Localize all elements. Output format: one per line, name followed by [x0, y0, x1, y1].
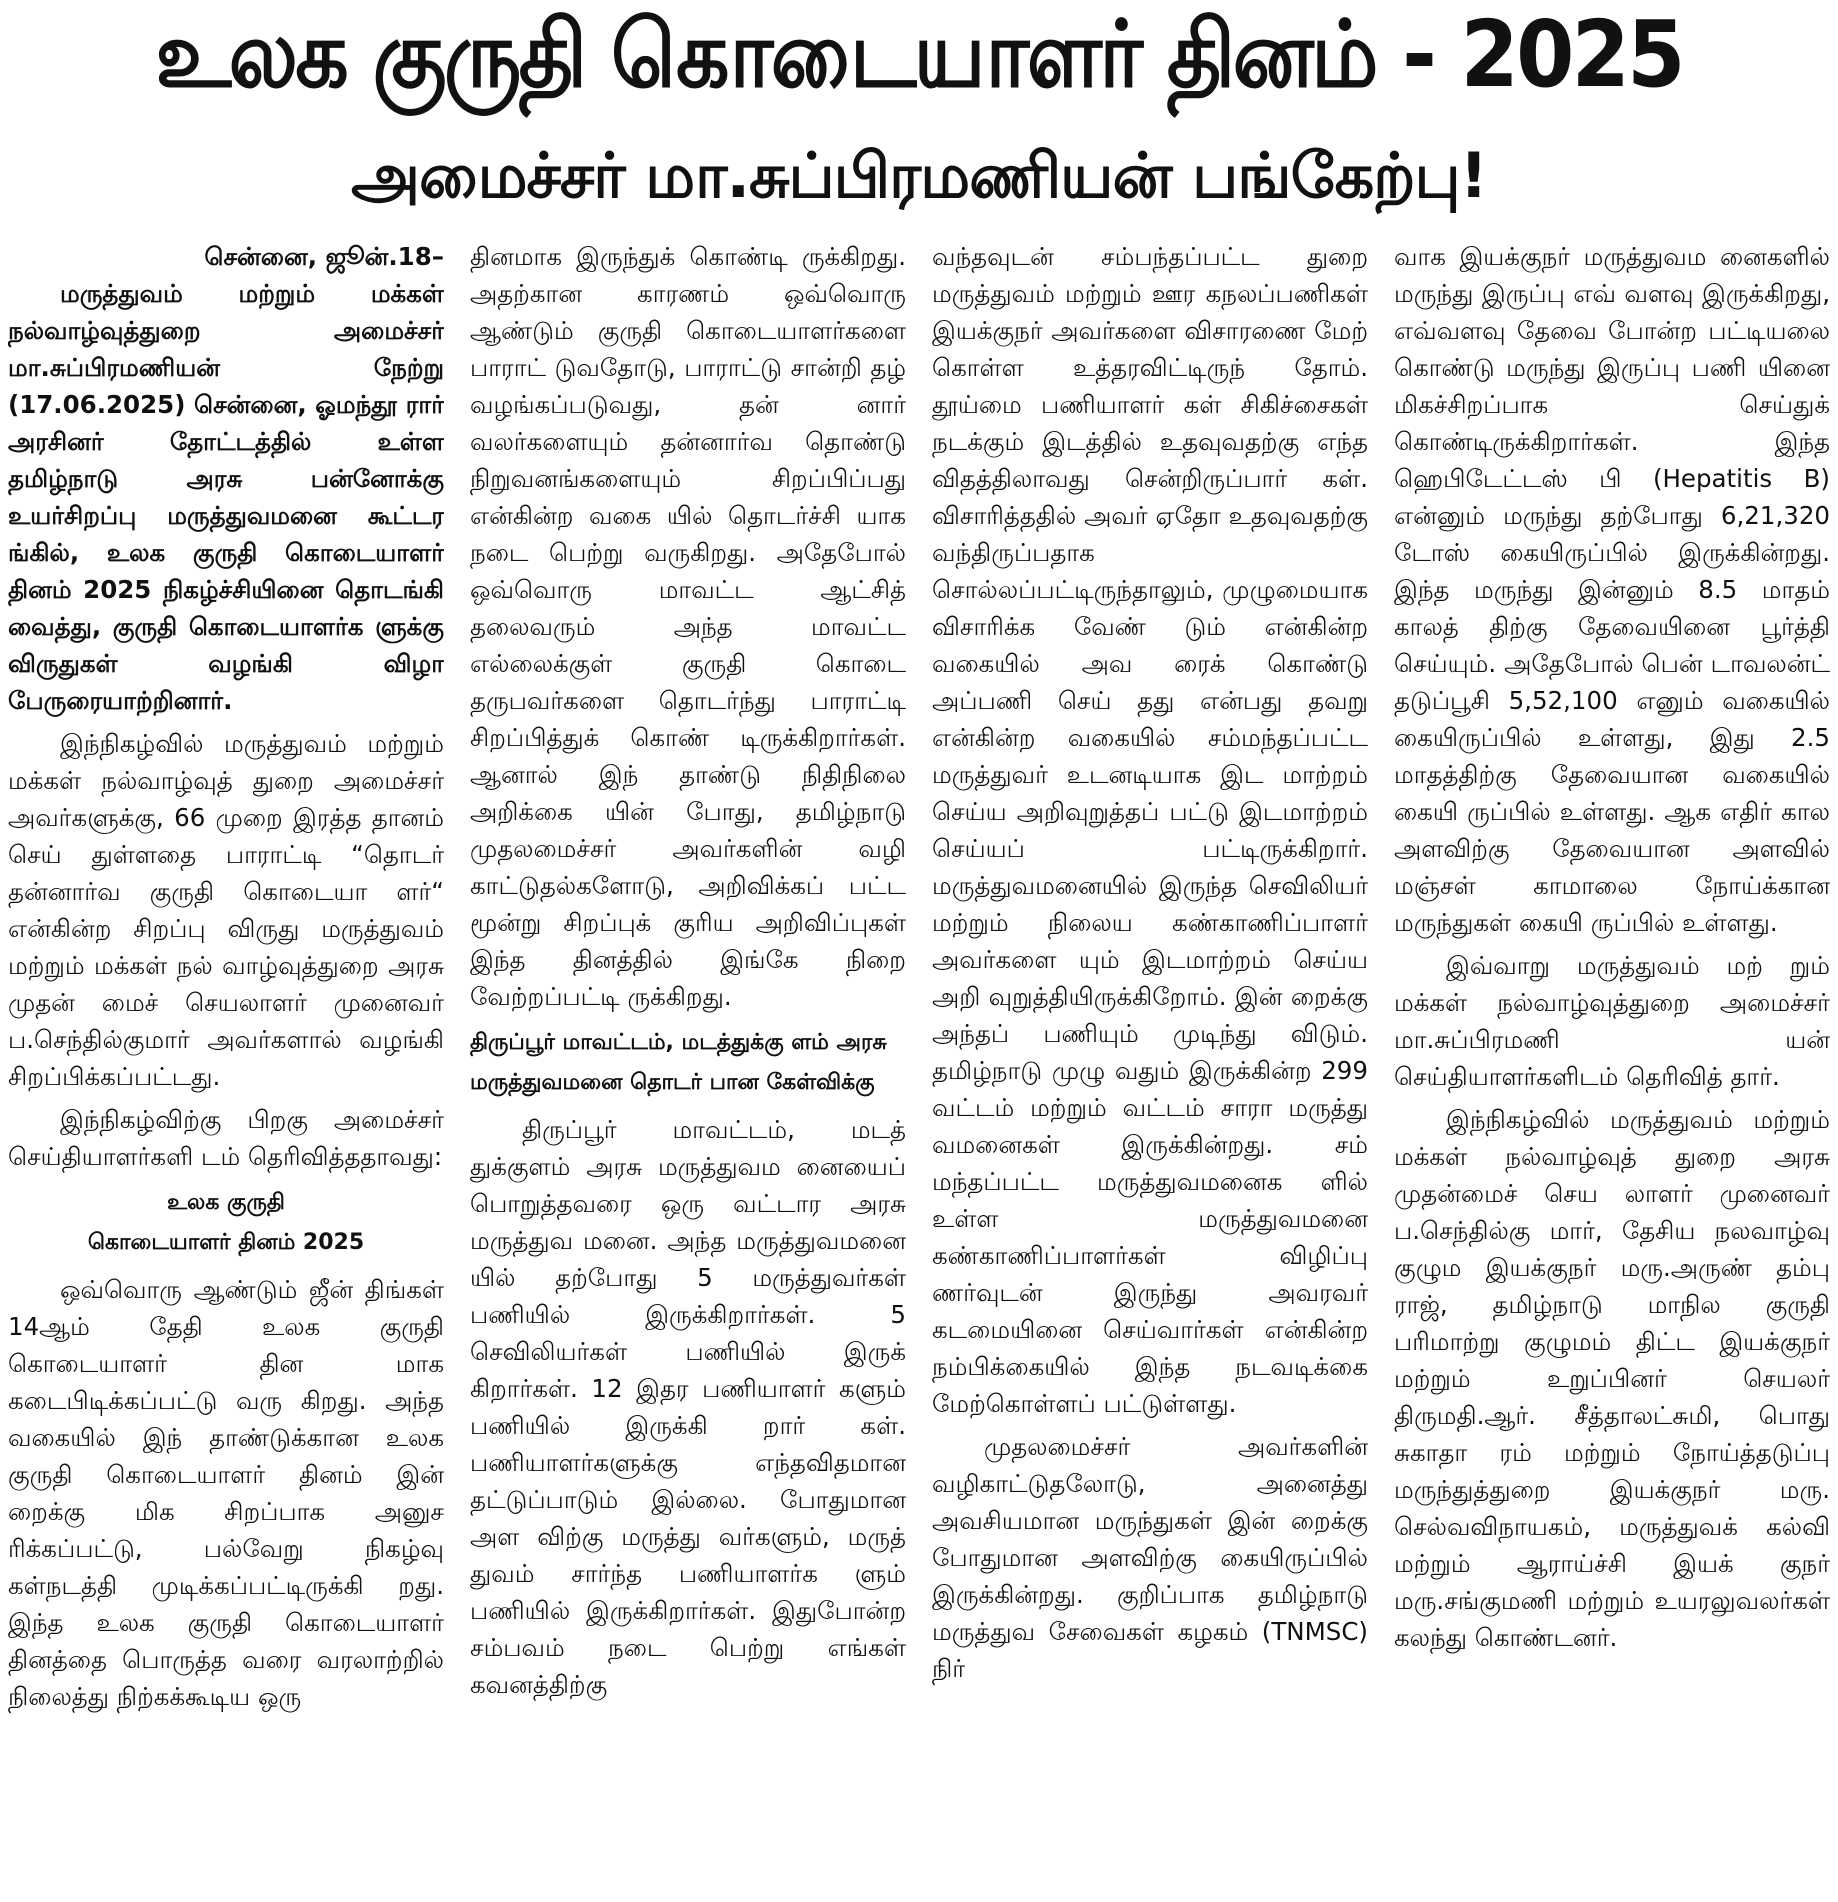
paragraph: ஒவ்வொரு ஆண்டும் ஜீன் திங்கள் 14ஆம் தேதி உலக குருதி கொடையாளர் தின மாக கடைபிடிக்கப்பட்டு வரு கிறது. அந்த வகையில் இந் தாண்டுக்கான உலக குருதி கொடையாளர் தினம் இன் றைக்கு மிக சிறப்பாக அனுச ரிக்கப்பட்டு, பல்வேறு நிகழ்வு கள்நடத்தி முடிக்கப்பட்டிருக்கி றது. இந்த உலக குருதி கொடையாளர் தினத்தை பொருத்த வரை வரலாற்றில் நிலைத்து நிற்கக்கூடிய ஒரு [8, 1275, 444, 1711]
column-3 [932, 238, 1368, 1900]
subheadline: அமைச்சர் மா.சுப்பிரமணியன் பங்கேற்பு! [351, 139, 1487, 212]
paragraph: திருப்பூர் மாவட்டம், மடத் துக்குளம் அரசு மருத்துவம னையைப் பொறுத்தவரை ஒரு வட்டார அரசு மருத்துவ மனை. அந்த மருத்துவமனை யில் தற்போது 5 மருத்துவர்கள் பணியில் இருக்கிறார்கள். 5 செவிலியர்கள் பணியில் இருக் கிறார்கள். 12 இதர பணியாளர் களும் பணியில் இருக்கி றார் கள். பணியாளர்களுக்கு எந்தவிதமான தட்டுப்பாடும் இல்லை. போதுமான அள விற்கு மருத்து வர்களும், மருத் துவம் சார்ந்த பணியாளர்க ளும் பணியில் இருக்கிறார்கள். இதுபோன்ற சம்பவம் நடை பெற்று எங்கள் கவனத்திற்கு [470, 1115, 906, 1699]
lead-paragraph: மருத்துவம் மற்றும் மக்கள் நல்வாழ்வுத்துறை அமைச்சர் மா.சுப்பிரமணியன் நேற்று (17.06.2025) சென்னை, ஓமந்தூ ரார் அரசினர் தோட்டத்தில் உள்ள தமிழ்நாடு அரசு பன்னோக்கு உயர்சிறப்பு மருத்துவமனை கூட்டர ங்கில், உலக குருதி கொடையாளர் தினம் 2025 நிகழ்ச்சியினை தொடங்கி வைத்து, குருதி கொடையாளர்க ளுக்கு விருதுகள் வழங்கி விழா பேருரையாற்றினார். [8, 279, 444, 715]
paragraph: இந்நிகழ்விற்கு பிறகு அமைச்சர் செய்தியாளர்களி டம் தெரிவித்ததாவது: [8, 1105, 444, 1171]
paragraph: இவ்வாறு மருத்துவம் மற் றும் மக்கள் நல்வாழ்வுத்துறை அமைச்சர் மா.சுப்பிரமணி யன் செய்தியாளர்களிடம் தெரிவித் தார். [1394, 951, 1830, 1091]
subheading-line: கொடையாளர் தினம் 2025 [87, 1230, 365, 1255]
column-2 [470, 238, 906, 1900]
section-subheading: திருப்பூர் மாவட்டம், மடத்துக்கு ளம் அரசு மருத்துவமனை தொடர் பான கேள்விக்கு [470, 1030, 887, 1095]
paragraph: இந்நிகழ்வில் மருத்துவம் மற்றும் மக்கள் நல்வாழ்வுத் துறை அரசு முதன்மைச் செய லாளர் முனைவர் ப.செந்தில்கு மார், தேசிய நலவாழ்வு குழும இயக்குநர் மரு.அருண் தம்பு ராஜ், தமிழ்நாடு மாநில குருதி பரிமாற்று குழுமம் திட்ட இயக்குநர் மற்றும் உறுப்பினர் செயலர் திருமதி.ஆர். சீத்தாலட்சுமி, பொது சுகாதா ரம் மற்றும் நோய்த்தடுப்பு மருந்துத்துறை இயக்குநர் மரு. செல்வவிநாயகம், மருத்துவக் கல்வி மற்றும் ஆராய்ச்சி இயக் குநர் மரு.சங்குமணி மற்றும் உயரலுவலர்கள் கலந்து கொண்டனர். [1394, 1105, 1830, 1652]
section-subheading [8, 1183, 444, 1263]
article-columns [8, 238, 1830, 1900]
paragraph: தினமாக இருந்துக் கொண்டி ருக்கிறது. அதற்கான காரணம் ஒவ்வொரு ஆண்டும் குருதி கொடையாளர்களை பாராட் டுவதோடு, பாராட்டு சான்றி தழ் வழங்கப்படுவது, தன் னார் வலர்களையும் தன்னார்வ தொண்டு நிறுவனங்களையும் சிறப்பிப்பது என்கின்ற வகை யில் தொடர்ச்சி யாக நடை பெற்று வருகிறது. அதேபோல் ஒவ்வொரு மாவட்ட ஆட்சித் தலைவரும் அந்த மாவட்ட எல்லைக்குள் குருதி கொடை தருபவர்களை தொடர்ந்து பாராட்டி சிறப்பித்துக் கொண் டிருக்கிறார்கள். ஆனால் இந் தாண்டு நிதிநிலை அறிக்கை யின் போது, தமிழ்நாடு முதலமைச்சர் அவர்களின் வழி காட்டுதல்களோடு, அறிவிக்கப் பட்ட மூன்று சிறப்புக் குரிய அறிவிப்புகள் இந்த தினத்தில் இங்கே நிறை வேற்றப்பட்டி ருக்கிறது. [470, 242, 906, 1011]
subheading-line: உலக குருதி [167, 1190, 285, 1215]
paragraph: இந்நிகழ்வில் மருத்துவம் மற்றும் மக்கள் நல்வாழ்வுத் துறை அமைச்சர் அவர்களுக்கு, 66 முறை இரத்த தானம் செய் துள்ளதை பாராட்டி “தொடர் தன்னார்வ குருதி கொடையா ளர்“ என்கின்ற சிறப்பு விருது மருத்துவம் மற்றும் மக்கள் நல் வாழ்வுத்துறை அரசு முதன் மைச் செயலாளர் முனைவர் ப.செந்தில்குமார் அவர்களால் வழங்கி சிறப்பிக்கப்பட்டது. [8, 729, 444, 1091]
paragraph: முதலமைச்சர் அவர்களின் வழிகாட்டுதலோடு, அனைத்து அவசியமான மருந்துகள் இன் றைக்கு போதுமான அளவிற்கு கையிருப்பில் இருக்கின்றது. குறிப்பாக தமிழ்நாடு மருத்துவ சேவைகள் கழகம் (TNMSC) நிர் [932, 1432, 1368, 1683]
column-4 [1394, 238, 1830, 1900]
headline: உலக குருதி கொடையாளர் தினம் - 2025 [155, 1, 1683, 108]
column-1 [8, 238, 444, 1900]
paragraph: வாக இயக்குநர் மருத்துவம னைகளில் மருந்து இருப்பு எவ் வளவு இருக்கிறது, எவ்வளவு தேவை போன்ற பட்டியலை கொண்டு மருந்து இருப்பு பணி யினை மிகச்சிறப்பாக செய்துக் கொண்டிருக்கிறார்கள். இந்த ஹெபிடேட்டஸ் பி (Hepatitis B) என்னும் மருந்து தற்போது 6,21,320 டோஸ் கையிருப்பில் இருக்கின்றது. இந்த மருந்து இன்னும் 8.5 மாதம் காலத் திற்கு தேவையினை பூர்த்தி செய்யும். அதேபோல் பென் டாவலன்ட் தடுப்பூசி 5,52,100 எனும் வகையில் கையிருப்பில் உள்ளது, இது 2.5 மாதத்திற்கு தேவையான வகையில் கையி ருப்பில் உள்ளது. ஆக எதிர் கால அளவிற்கு தேவையான அளவில் மஞ்சள் காமாலை நோய்க்கான மருந்துகள் கையி ருப்பில் உள்ளது. [1394, 242, 1830, 937]
paragraph: வந்தவுடன் சம்பந்தப்பட்ட துறை மருத்துவம் மற்றும் ஊர கநலப்பணிகள் இயக்குநர் அவர்களை விசாரணை மேற் கொள்ள உத்தரவிட்டிருந் தோம். தூய்மை பணியாளர் கள் சிகிச்சைகள் நடக்கும் இடத்தில் உதவுவதற்கு எந்த விதத்திலாவது சென்றிருப்பார் கள். விசாரித்ததில் அவர் ஏதோ உதவுவதற்கு வந்திருப்பதாக சொல்லப்பட்டிருந்தாலும், முழுமையாக விசாரிக்க வேண் டும் என்கின்ற வகையில் அவ ரைக் கொண்டு அப்பணி செய் தது என்பது தவறு என்கின்ற வகையில் சம்மந்தப்பட்ட மருத்துவர் உடனடியாக இட மாற்றம் செய்ய அறிவுறுத்தப் பட்டு இடமாற்றம் செய்யப் பட்டிருக்கிறார். மருத்துவமனையில் இருந்த செவிலியர் மற்றும் நிலைய கண்காணிப்பாளர் அவர்களை யும் இடமாற்றம் செய்ய அறி வுறுத்தியிருக்கிறோம். இன் றைக்கு அந்தப் பணியும் முடிந்து விடும். தமிழ்நாடு முழு வதும் இருக்கின்ற 299 வட்டம் மற்றும் வட்டம் சாரா மருத்து வமனைகள் இருக்கின்றது. சம் மந்தப்பட்ட மருத்துவமனைக ளில் உள்ள மருத்துவமனை கண்காணிப்பாளர்கள் விழிப்பு ணர்வுடன் இருந்து அவரவர் கடமையினை செய்வார்கள் என்கின்ற நம்பிக்கையில் இந்த நடவடிக்கை மேற்கொள்ளப் பட்டுள்ளது. [932, 242, 1368, 1418]
dateline: சென்னை, ஜூன்.18– [204, 242, 444, 271]
